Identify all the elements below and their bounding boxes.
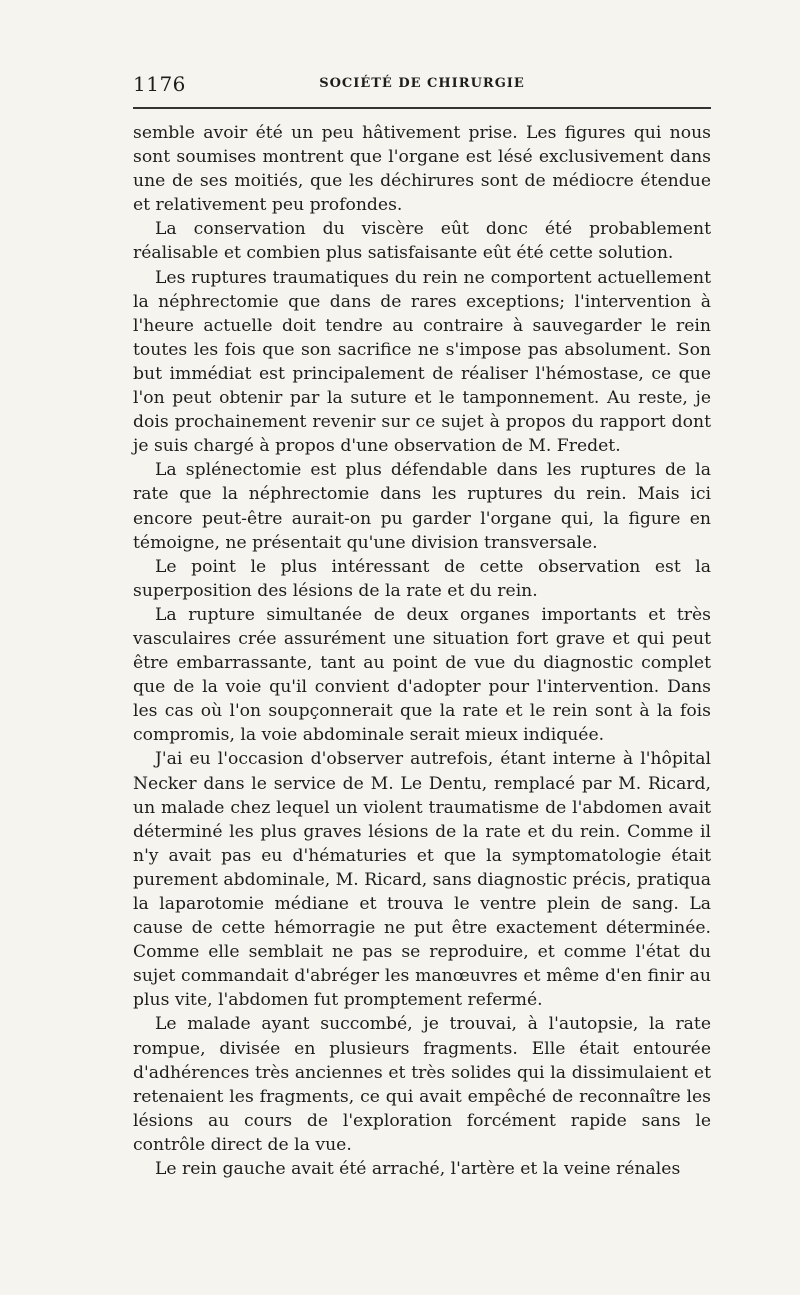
page-number: 1176 bbox=[133, 72, 186, 96]
body-text bbox=[133, 121, 711, 1181]
paragraph: Les ruptures traumatiques du rein ne comportent actuellement la néphrectomie que dans de rares exceptions; l'intervention à l'heure actuelle doit tendre au contraire à sauvegarder le rein toutes les fois que son sacrifice ne s'impose pas absolument. Son but immédiat est principalement de réaliser l'hémostase, ce que l'on peut obtenir par la suture et le tamponnement. Au reste, je dois prochainement revenir sur ce sujet à propos du rapport dont je suis chargé à propos d'une observation de M. Fredet. bbox=[133, 267, 711, 457]
paragraph: La splénectomie est plus défendable dans les ruptures de la rate que la néphrectomie dans les ruptures du rein. Mais ici encore peut-être aurait-on pu garder l'organe qui, la figure en témoigne, ne présentait qu'une division transversale. bbox=[133, 460, 711, 553]
paragraph: Le point le plus intéressant de cette observation est la superposition des lésions de la rate et du rein. bbox=[133, 556, 711, 601]
page-header bbox=[133, 70, 711, 100]
paragraph: La conservation du viscère eût donc été probablement réalisable et combien plus satisfaisante eût été cette solution. bbox=[133, 219, 711, 264]
paragraph: Le malade ayant succombé, je trouvai, à l'autopsie, la rate rompue, divisée en plusieurs fragments. Elle était entourée d'adhérences très anciennes et très solides qui la dissimulaient et retenaient les fragments, ce qui avait empêché de reconnaître les lésions au cours de l'exploration forcément rapide sans le contrôle direct de la vue. bbox=[133, 1014, 711, 1155]
running-title: SOCIÉTÉ DE CHIRURGIE bbox=[319, 76, 525, 91]
header-rule bbox=[133, 107, 711, 109]
paragraph-continued: semble avoir été un peu hâtivement prise. Les figures qui nous sont soumises montrent que l'organe est lésé exclusivement dans une de ses moitiés, que les déchirures sont de médiocre étendue et relativement peu profondes. bbox=[133, 123, 711, 216]
paragraph: Le rein gauche avait été arraché, l'artère et la veine rénales bbox=[155, 1159, 681, 1180]
paragraph: J'ai eu l'occasion d'observer autrefois, étant interne à l'hôpital Necker dans le service de M. Le Dentu, remplacé par M. Ricard, un malade chez lequel un violent traumatisme de l'abdomen avait déterminé les plus graves lésions de la rate et du rein. Comme il n'y avait pas eu d'hématuries et que la symptomatologie était purement abdominale, M. Ricard, sans diagnostic précis, pratiqua la laparotomie médiane et trouva le ventre plein de sang. La cause de cette hémorragie ne put être exactement déterminée. Comme elle semblait ne pas se reproduire, et comme l'état du sujet commandait d'abréger les manœuvres et même d'en finir au plus vite, l'abdomen fut promptement refermé. bbox=[133, 749, 712, 1011]
paragraph: La rupture simultanée de deux organes importants et très vasculaires crée assurément une situation fort grave et qui peut être embarrassante, tant au point de vue du diagnostic complet que de la voie qu'il convient d'adopter pour l'intervention. Dans les cas où l'on soupçonnerait que la rate et le rein sont à la fois compromis, la voie abdominale serait mieux indiquée. bbox=[133, 604, 711, 746]
